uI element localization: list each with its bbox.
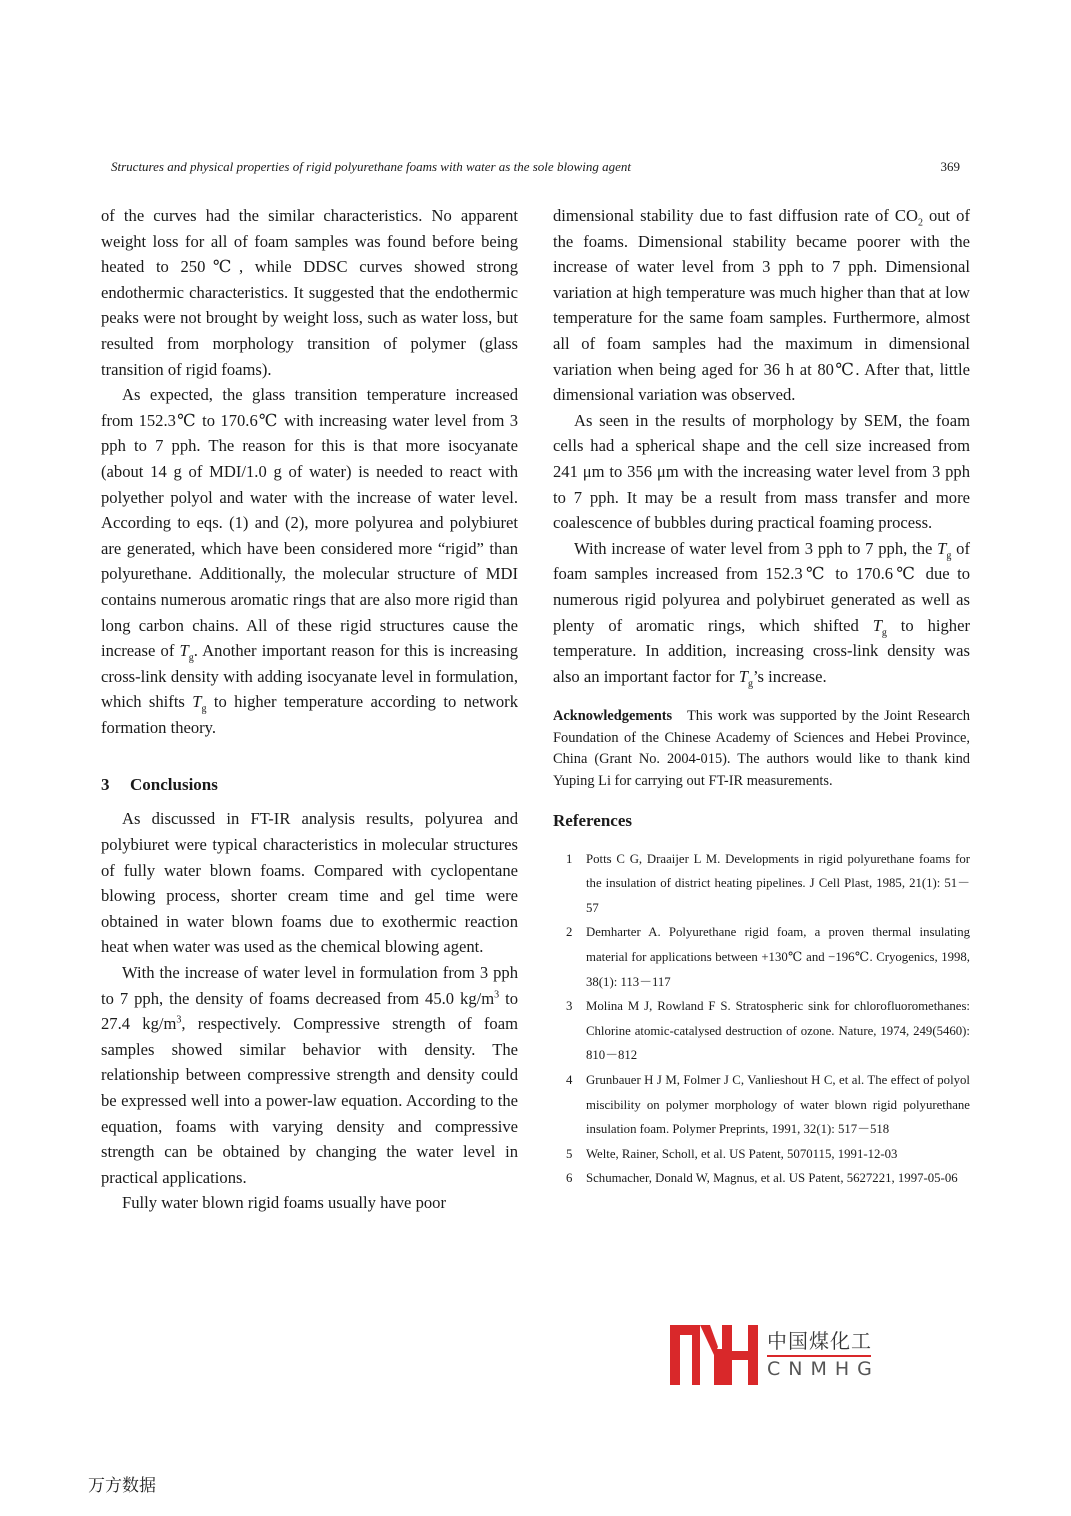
reference-item: 2 Demharter A. Polyurethane rigid foam, a proven thermal insulating material for applications between +130℃ and −196℃. Cryogenics, 1998, 38(1): 113－117 <box>566 925 970 989</box>
right-column <box>553 203 970 1191</box>
running-title: Structures and physical properties of rigid polyurethane foams with water as the sole blowing agent <box>111 159 631 174</box>
acknowledgements <box>553 706 970 792</box>
logo-chinese-text: 中国煤化工 <box>767 1329 872 1353</box>
reference-item: 6 Schumacher, Donald W, Magnus, et al. US Patent, 5627221, 1997-05-06 <box>566 1171 958 1186</box>
paragraph: As discussed in FT-IR analysis results, polyurea and polybiuret were typical characteristics in molecular structures of fully water blown foams. Compared with cyclopentane blowing process, shorter cream time and gel time were obtained in water blown foams due to exothermic reaction heat when water was used as the chemical blowing agent. <box>101 809 518 957</box>
watermark-logo <box>670 1325 880 1387</box>
paragraph: As seen in the results of morphology by SEM, the foam cells had a spherical shape and the cell size increased from 241 μm to 356 μm with the increasing water level from 3 pph to 7 pph. It may be a result from mass transfer and more coalescence of bubbles during practical foaming process. <box>553 410 970 533</box>
page-number: 369 <box>940 159 960 174</box>
logo-english-text: CNMHG <box>767 1358 880 1380</box>
reference-item: 3 Molina M J, Rowland F S. Stratospheric sink for chlorofluoromethanes: Chlorine atomic-catalysed destruction of ozone. Nature, 1974, 249(5460): 810－812 <box>566 999 970 1063</box>
paragraph: With increase of water level from 3 pph to 7 pph, the $T_g$ of foam samples increased from 152.3℃ to 170.6℃ due to numerous rigid polyurea and polybiruet generated as well as plenty of aromatic rings, which shifted $T_g$ to higher temperature. In addition, increasing cross-link density was also an important factor for $T_g’s$ increase. <box>553 538 970 689</box>
paragraph: Fully water blown rigid foams usually have poor <box>122 1193 446 1213</box>
footer-watermark: 万方数据 <box>88 1476 156 1496</box>
paragraph: dimensional stability due to fast diffusion rate of $CO_2$ out of the foams. Dimensional stability became poorer with the increase of water level from 3 pph to 7 pph. Dimensional variation at high temperature was much higher than that at low temperature for the same foam samples. Furthermore, almost all of foam samples had the maximum in dimensional variation when being aged for 36 h at 80℃. After that, little dimensional variation was observed. <box>553 206 971 405</box>
acknowledgements-heading: Acknowledgements <box>553 708 673 725</box>
paragraph: of the curves had the similar characteristics. No apparent weight loss for all of foam samples was found before being heated to 250℃, while DDSC curves showed strong endothermic characteristics. It suggested that the endothermic peaks were not brought by weight loss, such as water loss, but resulted from morphology transition of polymer (glass transition of rigid foams). <box>101 206 518 379</box>
paragraph: With the increase of water level in formulation from 3 pph to 7 pph, the density of foams decreased from 45.0 $kg/m^3$ to 27.4 $kg/m^3$, respectively. Compressive strength of foam samples showed similar behavior with density. The relationship between compressive strength and density could be expressed well into a power-law equation. According to the equation, foams with varying density and compressive strength can be obtained by changing the water level in practical applications. <box>101 963 518 1187</box>
acknowledgements-text: This work was supported by the Joint Research Foundation of the Chinese Academy of Sciences and Hebei Province, China (Grant No. 2004-015). The authors would like to thank kind Yuping Li for carrying out FT-IR measurements. <box>553 708 971 790</box>
reference-item: 4 Grunbauer H J M, Folmer J C, Vanlieshout H C, et al. The effect of polyol miscibility on polymer morphology of water blown rigid polyurethane insulation foam. Polymer Preprints, 1991, 32(1): 517－518 <box>566 1073 970 1137</box>
cnmhg-logo-icon <box>670 1325 758 1385</box>
section-heading: 3 Conclusions <box>101 775 218 795</box>
reference-item: 5 Welte, Rainer, Scholl, et al. US Patent, 5070115, 1991-12-03 <box>566 1146 898 1161</box>
reference-list <box>553 847 970 1191</box>
logo-divider <box>767 1355 871 1357</box>
paragraph: As expected, the glass transition temperature increased from 152.3℃ to 170.6℃ with increasing water level from 3 pph to 7 pph. The reason for this is that more isocyanate (about 14 g of MDI/1.0 g of water) is needed to react with polyether polyol and water with the increase of water level. According to eqs. (1) and (2), more polyurea and polybiuret are generated, which have been considered more “rigid” than polyurethane. Additionally, the molecular structure of MDI contains numerous aromatic rings that are also more rigid than long carbon chains. All of these rigid structures cause the increase of $T_g$. Another important reason for this is increasing cross-link density with adding isocyanate level in formulation, which shifts $T_g$ to higher temperature according to network formation theory. <box>101 385 518 737</box>
references-heading: References <box>553 810 632 830</box>
left-column <box>101 203 518 1216</box>
reference-item: 1 Potts C G, Draaijer L M. Developments in rigid polyurethane foams for the insulation of district heating pipelines. J Cell Plast, 1985, 21(1): 51－57 <box>566 851 970 915</box>
running-header <box>111 159 960 179</box>
